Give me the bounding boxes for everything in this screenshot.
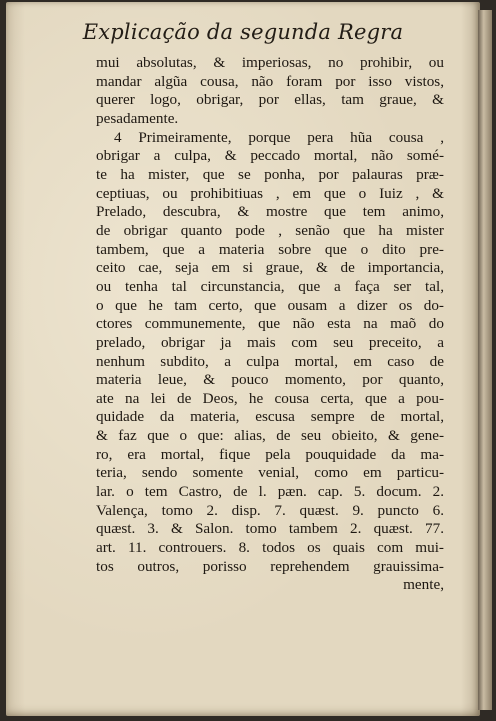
text-line: teria, sendo somente venial, como em particu-: [96, 464, 444, 482]
text-line: quæst. 3. & Salon. tomo tambem 2. quæst. 77.: [96, 520, 444, 538]
text-line: ou tenha tal circunstancia, que a faça ser tal,: [96, 277, 444, 295]
text-line: ate na lei de Deos, he cousa certa, que a pou-: [96, 389, 444, 407]
text-line: o que he tam certo, que ousam a dizer os do-: [96, 296, 444, 314]
text-line: querer logo, obrigar, por ellas, tam graue, &: [96, 91, 444, 109]
book-edge: [478, 10, 492, 710]
text-line: de obrigar quanto pode , senão que ha mister: [96, 221, 444, 239]
running-head: Explicação da segunda Regra: [82, 20, 404, 44]
text-line: prelado, obrigar ja mais com seu preceito, a: [96, 333, 444, 351]
text-line: tos outros, porisso reprehendem grauissima-: [96, 557, 444, 575]
body-text: [96, 54, 444, 595]
text-line: nenhum subdito, a culpa mortal, em caso de: [96, 352, 444, 370]
text-line: & faz que o que: alias, de seu obieito, & gene-: [96, 427, 444, 445]
text-line: mandar algũa cousa, não foram por isso vistos,: [96, 72, 444, 90]
paragraph-start-line: 4 Primeiramente, porque pera hũa cousa ,: [114, 128, 444, 146]
text-line: ceito cae, seja em si graue, & de importancia,: [96, 259, 444, 277]
text-line: pesadamente.: [96, 109, 179, 127]
text-line: art. 11. controuers. 8. todos os quais com mui-: [96, 539, 444, 557]
text-line: quidade da materia, escusa sempre de mortal,: [96, 408, 444, 426]
text-line: lar. o tem Castro, de l. pæn. cap. 5. docum. 2.: [96, 483, 444, 501]
text-line: Valença, tomo 2. disp. 7. quæst. 9. puncto 6.: [96, 501, 444, 519]
text-line: Prelado, descubra, & mostre que tem animo,: [96, 203, 444, 221]
text-line: ro, era mortal, fique pela pouquidade da ma-: [96, 445, 444, 463]
text-line: mui absolutas, & imperiosas, no prohibir, ou: [96, 54, 444, 71]
text-line: ctores communemente, que não esta na maõ do: [96, 315, 444, 333]
text-line: materia leue, & pouco momento, por quanto,: [96, 371, 444, 389]
text-line: obrigar a culpa, & peccado mortal, não somé-: [96, 147, 444, 165]
text-line: tambem, que a materia sobre que o dito pre-: [96, 240, 444, 258]
text-line: ceptiuas, ou prohibitiuas , em que o Iuiz , &: [96, 184, 444, 202]
catchword: mente,: [403, 576, 444, 594]
book-page: [6, 2, 480, 716]
text-line: te ha mister, que se ponha, por palauras præ-: [96, 165, 444, 183]
